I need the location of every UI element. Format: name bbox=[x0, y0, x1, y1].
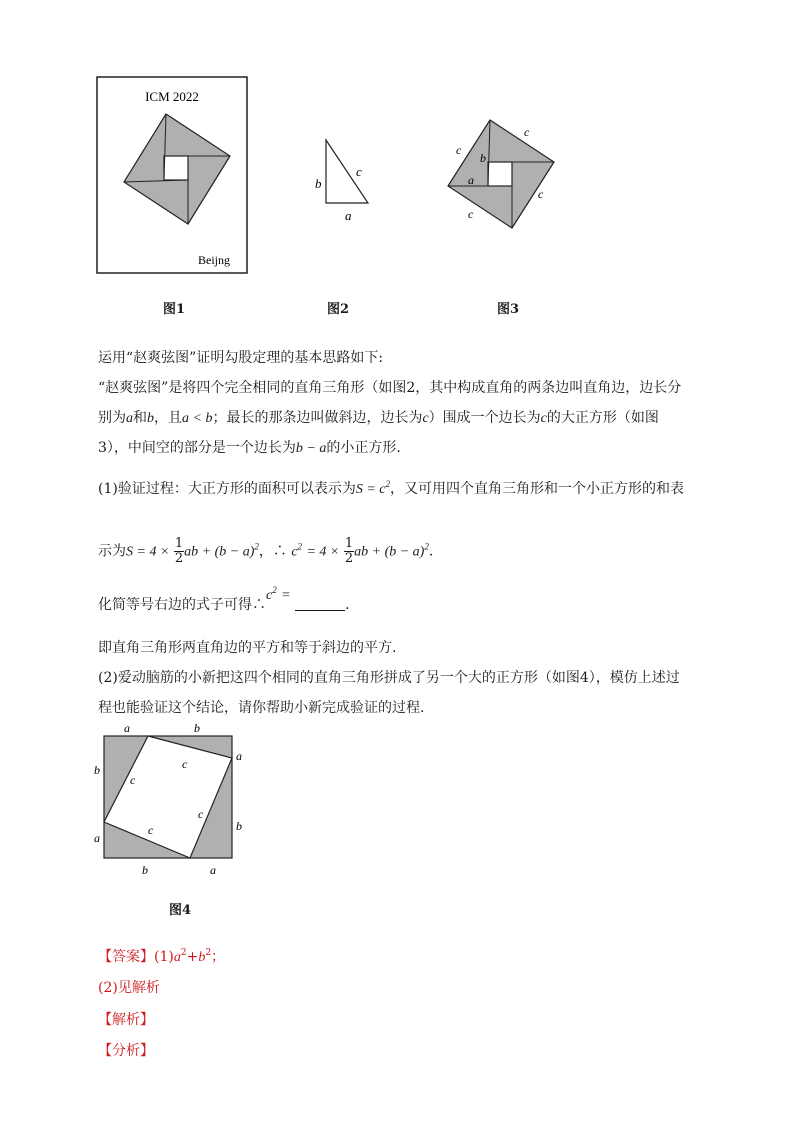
figure-3-drawing bbox=[440, 112, 560, 232]
figure-3-caption: 图3 bbox=[497, 302, 520, 317]
figure-4-label-bottom-b: b bbox=[142, 863, 148, 877]
figure-1-drawing bbox=[96, 76, 248, 274]
figure-4-label-c-left: c bbox=[130, 773, 136, 787]
figure-4-label-top-b: b bbox=[194, 721, 200, 735]
answer-blank bbox=[295, 598, 345, 611]
figure-3-label-c-bottom: c bbox=[468, 207, 474, 221]
figure-3 bbox=[440, 112, 560, 232]
figure-3-label-c-topleft: c bbox=[456, 143, 462, 157]
question-1-line-3: 化简等号右边的式子可得$\therefore c^2$ = . bbox=[98, 585, 350, 613]
intro-line: 运用“赵爽弦图”证明勾股定理的基本思路如下: bbox=[98, 350, 384, 366]
figure-1-footer: Beijng bbox=[198, 253, 230, 267]
question-2-line-1: (2)爱动脑筋的小新把这四个相同的直角三角形拼成了另一个大的正方形（如图4），模仿上述过 bbox=[98, 670, 680, 686]
figure-3-label-a: a bbox=[468, 173, 474, 187]
question-1-line-2: 示为S = 4 × $\frac{1}{2}$ ab + $(b - a)^2$，∴ $c^2 = 4$ × $\frac{1}{2}$ ab + $(b - a)^2$. bbox=[98, 536, 434, 566]
figure-4 bbox=[90, 720, 250, 880]
paragraph-1-line-1: “赵爽弦图”是将四个完全相同的直角三角形（如图2，其中构成直角的两条边叫直角边，边长分 bbox=[98, 380, 682, 396]
figure-4-label-left-b: b bbox=[94, 763, 100, 777]
figure-2-label-c: c bbox=[356, 164, 362, 179]
figure-1 bbox=[96, 76, 248, 274]
answer-label: 【答案】 bbox=[98, 949, 154, 965]
figure-3-label-b: b bbox=[480, 151, 486, 165]
figure-4-drawing bbox=[90, 720, 250, 880]
figure-4-label-c-right: c bbox=[198, 807, 204, 821]
figure-2 bbox=[300, 130, 390, 240]
paragraph-1-line-3: 3），中间空的部分是一个边长为b − a的小正方形. bbox=[98, 440, 401, 456]
figure-1-header: ICM 2022 bbox=[145, 89, 199, 104]
breakdown-label: 【分析】 bbox=[98, 1043, 154, 1059]
figure-2-drawing bbox=[300, 130, 390, 240]
figure-4-label-top-a: a bbox=[124, 721, 130, 735]
figure-4-label-bottom-a: a bbox=[210, 863, 216, 877]
figure-4-caption: 图4 bbox=[169, 903, 192, 918]
figure-2-label-a: a bbox=[345, 208, 352, 223]
figure-4-label-right-a: a bbox=[236, 749, 242, 763]
answer-part-2: (2)见解析 bbox=[98, 980, 160, 996]
question-2-line-2: 程也能验证这个结论，请你帮助小新完成验证的过程. bbox=[98, 700, 425, 716]
figure-4-label-c-top: c bbox=[182, 757, 188, 771]
question-1-line-4: 即直角三角形两直角边的平方和等于斜边的平方. bbox=[98, 640, 397, 656]
analysis-label: 【解析】 bbox=[98, 1012, 154, 1028]
figure-3-label-c-topright: c bbox=[524, 125, 530, 139]
question-1-line-1: (1)验证过程：大正方形的面积可以表示为$S = c^2$，又可用四个直角三角形和一个小正方形的和表 bbox=[98, 479, 685, 497]
figure-4-label-left-a: a bbox=[94, 831, 100, 845]
figure-4-label-right-b: b bbox=[236, 819, 242, 833]
figure-1-caption: 图1 bbox=[163, 302, 186, 317]
paragraph-1-line-2: 别为a和b，且a < b；最长的那条边叫做斜边，边长为c）围成一个边长为c的大正方形（如图 bbox=[98, 410, 659, 426]
figure-4-label-c-bottom: c bbox=[148, 823, 154, 837]
answer-line: 【答案】$(1)a^2+b^2$； bbox=[98, 948, 226, 965]
figure-2-label-b: b bbox=[315, 176, 322, 191]
figure-2-caption: 图2 bbox=[327, 302, 350, 317]
figure-3-label-c-right: c bbox=[538, 187, 544, 201]
